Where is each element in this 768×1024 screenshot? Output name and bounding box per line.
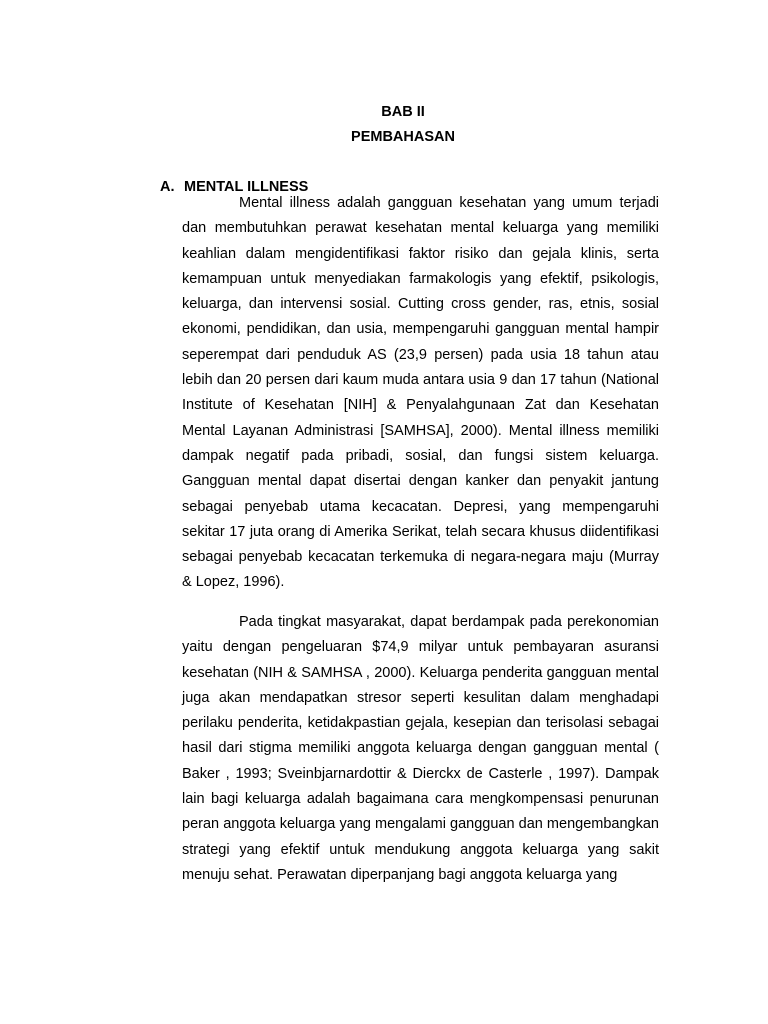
body-paragraph-2: Pada tingkat masyarakat, dapat berdampak pada perekonomian yaitu dengan pengeluaran $74,9 milyar untuk pembayaran asuransi kesehatan (NIH & SAMHSA , 2000). Keluarga penderita gangguan mental juga akan mendapatkan stresor seperti kesulitan dalam menghadapi perilaku penderita, ketidakpastian gejala, kesepian dan terisolasi sebagai hasil dari stigma memiliki anggota keluarga dengan gangguan mental ( Baker , 1993; Sveinbjarnardottir & Dierckx de Casterle , 1997). Dampak lain bagi keluarga adalah bagaimana cara mengkompensasi penurunan peran anggota keluarga yang mengalami gangguan dan mengembangkan strategi yang efektif untuk mendukung anggota keluarga yang sakit menuju sehat. Perawatan diperpanjang bagi anggota keluarga yang (182, 614, 659, 883)
section-title: MENTAL ILLNESS (184, 179, 309, 195)
section-letter: A. (160, 179, 175, 195)
chapter-number: BAB II (381, 104, 425, 120)
chapter-title: PEMBAHASAN (351, 129, 455, 145)
body-paragraph-1: Mental illness adalah gangguan kesehatan yang umum terjadi dan membutuhkan perawat kesehatan mental keluarga yang memiliki keahlian dalam mengidentifikasi faktor risiko dan gejala klinis, serta kemampuan untuk menyediakan farmakologis yang efektif, psikologis, keluarga, dan intervensi sosial. Cutting cross gender, ras, etnis, sosial ekonomi, pendidikan, dan usia, mempengaruhi gangguan mental hampir seperempat dari penduduk AS (23,9 persen) pada usia 18 tahun atau lebih dan 20 persen dari kaum muda antara usia 9 dan 17 tahun (National Institute of Kesehatan [NIH] & Penyalahgunaan Zat dan Kesehatan Mental Layanan Administrasi [SAMHSA], 2000). Mental illness memiliki dampak negatif pada pribadi, sosial, dan fungsi sistem keluarga. Gangguan mental dapat disertai dengan kanker dan penyakit jantung sebagai penyebab utama kecacatan. Depresi, yang mempengaruhi sekitar 17 juta orang di Amerika Serikat, telah secara khusus diidentifikasi sebagai penyebab kecacatan terkemuka di negara-negara maju (Murray & Lopez, 1996). (182, 195, 659, 591)
